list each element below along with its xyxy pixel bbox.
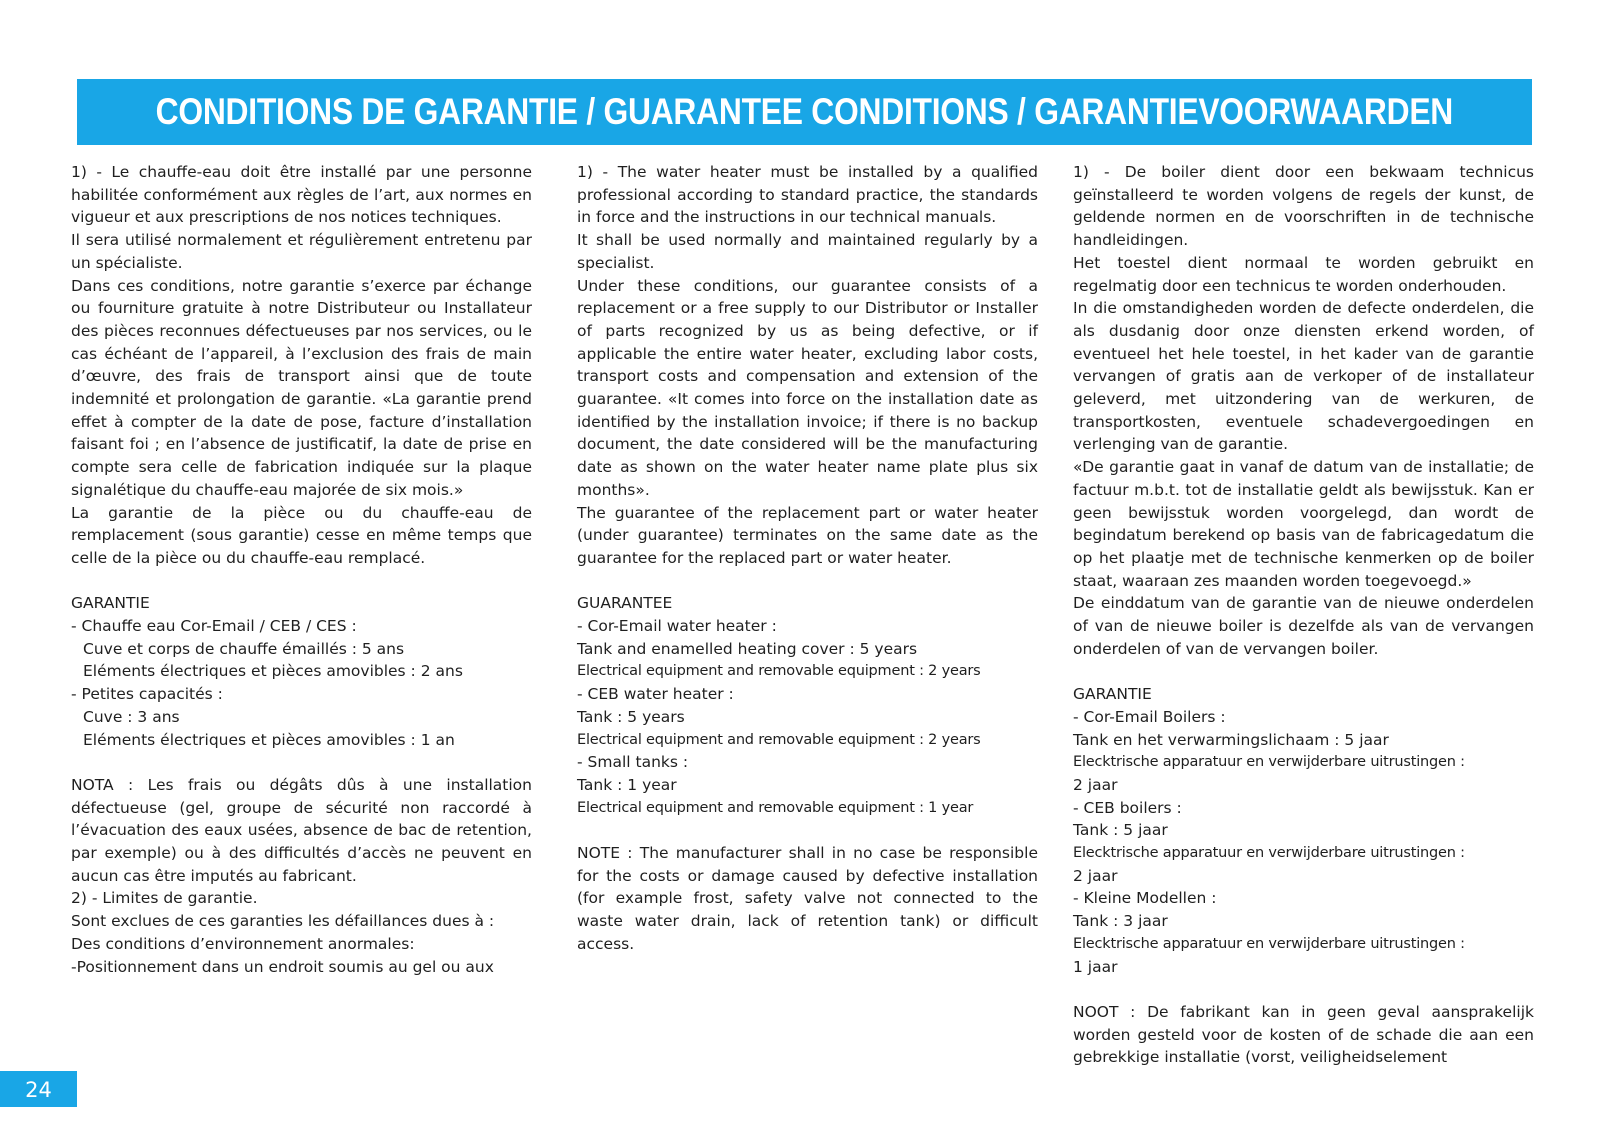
list-item: Tank : 5 jaar <box>1073 821 1168 840</box>
list-item: Cuve : 3 ans <box>83 707 180 726</box>
guarantee-list <box>1073 683 1534 978</box>
list-item: Elecktrische apparatuur en verwijderbare uitrustingen : <box>1073 754 1465 771</box>
list-item: - CEB boilers : <box>1073 798 1182 817</box>
note-paragraph: NOTA : Les frais ou dégâts dûs à une installation défectueuse (gel, groupe de sécurité non raccordé à l’évacuation des eaux usées, absence de bac de retention, par exemple) ou à des difficultés d’accès ne peuvent en aucun cas être imputés au fabricant. <box>71 775 532 885</box>
guarantee-heading: GARANTIE <box>1073 685 1152 704</box>
list-item: Sont exclues de ces garanties les défaillances dues à : <box>71 912 495 931</box>
list-item: Elecktrische apparatuur en verwijderbare uitrustingen : <box>1073 845 1465 862</box>
note-paragraph: NOOT : De fabrikant kan in geen geval aansprakelijk worden gesteld voor de kosten of de schade die aan een gebrekkige installatie (vorst, veiligheidselement <box>1073 1002 1534 1067</box>
paragraph: Het toestel dient normaal te worden gebruikt en regelmatig door een technicus te worden onderhouden. <box>1073 253 1534 295</box>
list-item: Tank en het verwarmingslichaam : 5 jaar <box>1073 730 1389 749</box>
column-dutch <box>1073 161 1534 1069</box>
paragraph: It shall be used normally and maintained regularly by a specialist. <box>577 231 1038 272</box>
list-item: 2 jaar <box>1073 866 1118 885</box>
guarantee-list <box>577 592 1038 819</box>
list-item: Tank and enamelled heating cover : 5 years <box>577 639 918 658</box>
page-number: 24 <box>0 1071 77 1107</box>
list-item: - Petites capacités : <box>71 685 223 704</box>
list-item: Tank : 5 years <box>577 707 685 726</box>
paragraph: Under these conditions, our guarantee consists of a replacement or a free supply to our Distributor or Installer of parts recognized by us as being defective, or if applicable the entire water heater, excluding labor costs, transport costs and compensation and extension of the guarantee. «It comes into force on the installation date as identified by the installation invoice; if there is no backup document, the date considered will be the manufacturing date as shown on the water heater name plate plus six months». <box>577 276 1038 499</box>
paragraph: La garantie de la pièce ou du chauffe-eau de remplacement (sous garantie) cesse en même temps que celle de la pièce ou du chauffe-eau remplacé. <box>71 503 532 567</box>
paragraph: «De garantie gaat in vanaf de datum van de installatie; de factuur m.b.t. tot de installatie geldt als bewijsstuk. Kan er geen bewijsstuk worden voorgelegd, dan wordt de begindatum berekend op basis van de fabricagedatum die op het plaatje met de technische kenmerken op de boiler staat, waaraan zes maanden worden toegevoegd.» <box>1073 458 1534 590</box>
list-item: - Cor-Email water heater : <box>577 617 777 636</box>
list-item: Eléments électriques et pièces amovibles : 1 an <box>83 730 455 749</box>
list-item: Tank : 1 year <box>577 775 677 794</box>
paragraph: Il sera utilisé normalement et régulièrement entretenu par un spécialiste. <box>71 231 532 272</box>
title-bar <box>77 79 1532 145</box>
list-item: 1 jaar <box>1073 957 1118 976</box>
limits-list <box>71 887 532 978</box>
list-item: Tank : 3 jaar <box>1073 912 1168 931</box>
list-item: -Positionnement dans un endroit soumis au gel ou aux <box>71 957 494 976</box>
column-french <box>71 161 532 978</box>
paragraph: The guarantee of the replacement part or water heater (under guarantee) terminates on the same date as the guarantee for the replaced part or water heater. <box>577 503 1038 567</box>
list-item: - Kleine Modellen : <box>1073 889 1217 908</box>
guarantee-heading: GARANTIE <box>71 594 150 613</box>
column-english <box>577 161 1038 956</box>
list-item: Electrical equipment and removable equipment : 2 years <box>577 731 981 748</box>
note-paragraph: NOTE : The manufacturer shall in no case be responsible for the costs or damage caused by defective installation (for example frost, safety valve not connected to the waste water drain, lack of retention tank) or difficult access. <box>577 844 1038 953</box>
list-item: Electrical equipment and removable equipment : 2 years <box>577 663 981 680</box>
list-item: Cuve et corps de chauffe émaillés : 5 ans <box>83 639 405 658</box>
paragraph: 1) - The water heater must be installed by a qualified professional according to standard practice, the standards in force and the instructions in our technical manuals. <box>577 163 1038 227</box>
paragraph: In die omstandigheden worden de defecte onderdelen, die als dusdanig door onze diensten erkend worden, of eventueel het hele toestel, in het kader van de garantie vervangen of gratis aan de verkoper of de installateur geleverd, met uitzondering van de werkuren, de transportkosten, eventuele schadevergoedingen en verlenging van de garantie. <box>1073 299 1534 454</box>
list-item: 2 jaar <box>1073 775 1118 794</box>
guarantee-list <box>71 592 532 751</box>
paragraph: 1) - Le chauffe-eau doit être installé par une personne habilitée conformément aux règles de l’art, aux normes en vigueur et aux prescriptions de nos notices techniques. <box>71 163 532 227</box>
list-item: - Small tanks : <box>577 753 689 772</box>
list-item: - Cor-Email Boilers : <box>1073 707 1226 726</box>
paragraph: De einddatum van de garantie van de nieuwe onderdelen of van de nieuwe boiler is dezelfde als van de vervangen onderdelen of van de vervangen boiler. <box>1073 594 1534 658</box>
list-item: Electrical equipment and removable equipment : 1 year <box>577 799 974 816</box>
list-item: Eléments électriques et pièces amovibles : 2 ans <box>83 662 463 681</box>
paragraph: Dans ces conditions, notre garantie s’exerce par échange ou fourniture gratuite à notre Distributeur ou Installateur des pièces reconnues défectueuses par nos services, ou le cas échéant de l’appareil, à l’exclusion des frais de main d’œuvre, des frais de transport ainsi que de toute indemnité et prolongation de garantie. «La garantie prend effet à compter de la date de pose, facture d’installation faisant foi ; en l’absence de justificatif, la date de prise en compte sera celle de fabrication indiquée sur la plaque signalétique du chauffe-eau majorée de six mois.» <box>71 276 532 499</box>
guarantee-heading: GUARANTEE <box>577 594 673 613</box>
list-item: - Chauffe eau Cor-Email / CEB / CES : <box>71 617 357 636</box>
paragraph: 1) - De boiler dient door een bekwaam technicus geïnstalleerd te worden volgens de regels der kunst, de geldende normen en de voorschriften in de technische handleidingen. <box>1073 163 1534 250</box>
list-item: Des conditions d’environnement anormales: <box>71 934 415 953</box>
list-item: - CEB water heater : <box>577 685 734 704</box>
list-item: 2) - Limites de garantie. <box>71 889 258 908</box>
list-item: Elecktrische apparatuur en verwijderbare uitrustingen : <box>1073 935 1465 952</box>
page-title: CONDITIONS DE GARANTIE / GUARANTEE CONDITIONS / GARANTIEVOORWAARDEN <box>155 91 1454 132</box>
